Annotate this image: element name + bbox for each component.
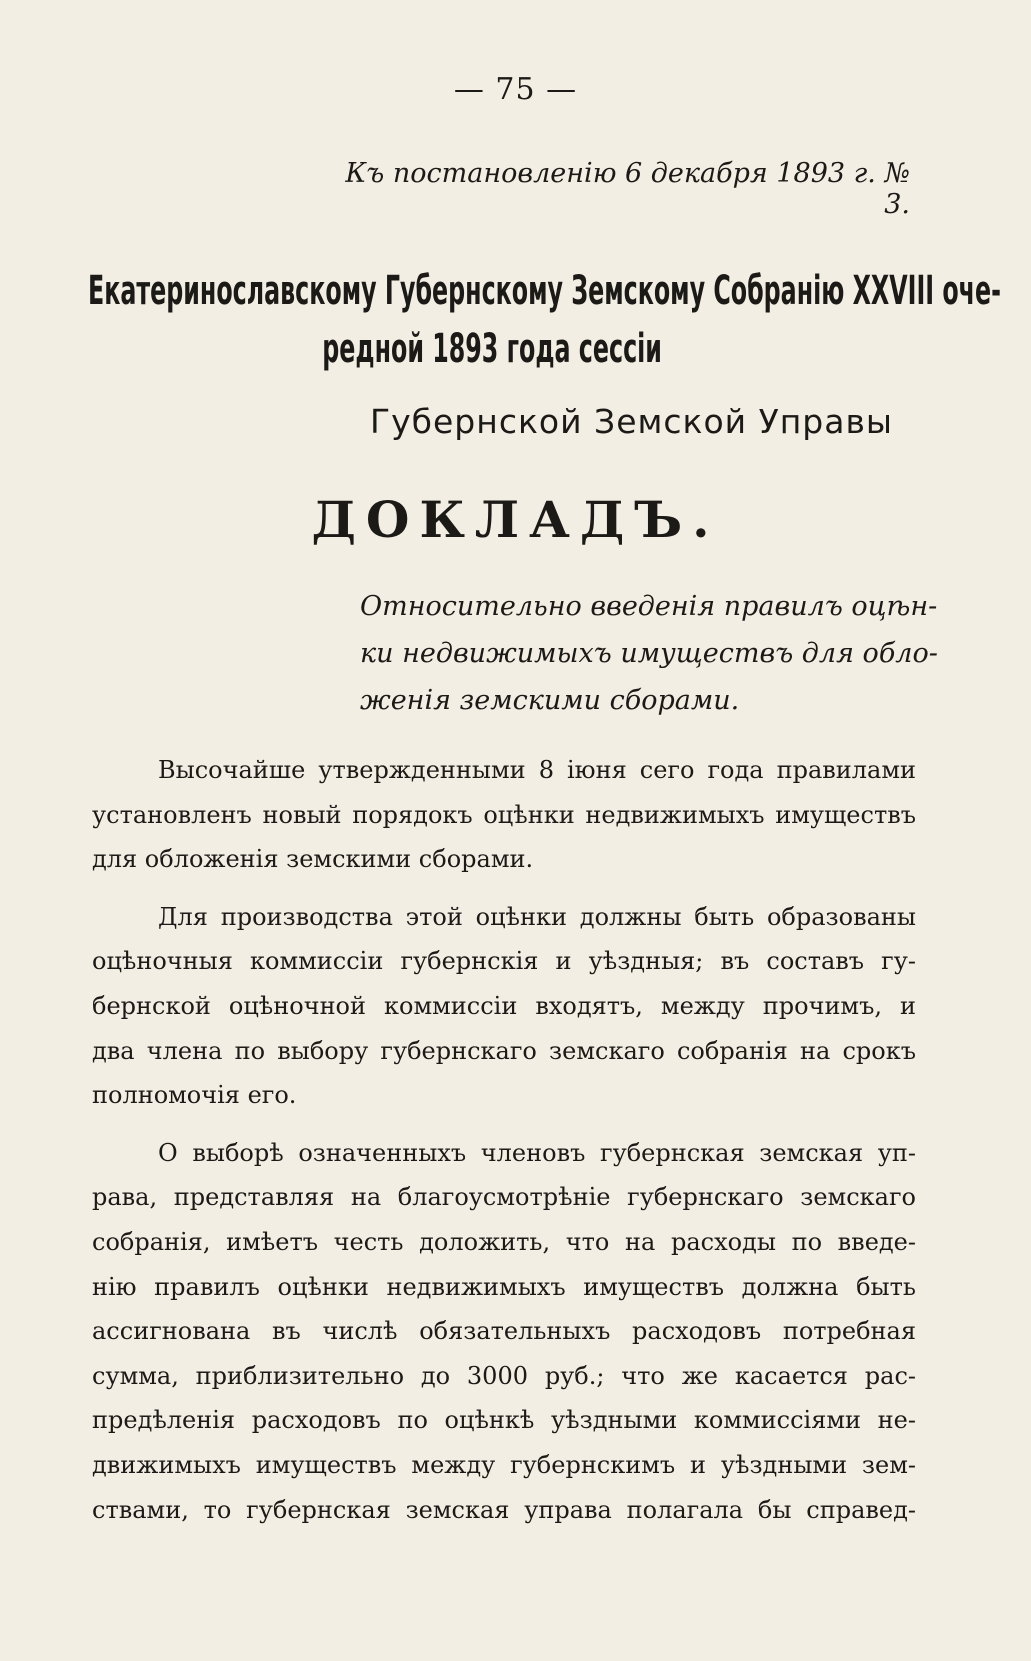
text-line: установленъ новый порядокъ оцѣнки недвижимыхъ имуществъ [92,800,916,829]
text-line: рава, представляя на благоусмотрѣніе губернскаго земскаго [92,1183,916,1212]
text-line: сумма, приблизительно до 3000 руб.; что же касается рас- [92,1361,916,1390]
issuing-authority: Губернской Земской Управы [370,402,893,441]
text-line: движимыхъ имуществъ между губернскимъ и уѣздными зем- [92,1450,916,1479]
subject-line: Относительно введенія правилъ оцѣн- [360,591,938,622]
text-line: два члена по выбору губернскаго земскаго собранія на срокъ [92,1036,916,1065]
body-text [92,748,916,1545]
text-line: собранія, имѣетъ честь доложить, что на расходы по введе- [92,1227,916,1256]
text-line: Для производства этой оцѣнки должны быть образованы [158,902,916,931]
resolution-reference: Къ постановленію 6 декабря 1893 г. № 3. [345,158,910,220]
paragraph-3 [92,1131,916,1532]
title-line-1: Екатеринославскому Губернскому Земскому Собранію XXVIII оче- [88,268,1001,314]
text-line: ассигнована въ числѣ обязательныхъ расходовъ потребная [92,1317,916,1346]
document-type-heading: ДОКЛАДЪ. [311,490,720,549]
text-line: предѣленія расходовъ по оцѣнкѣ уѣздными коммиссіями не- [92,1406,916,1435]
page-number: — 75 — [453,72,578,107]
text-line: для обложенія земскими сборами. [92,845,534,874]
paragraph-2 [92,895,916,1118]
title-line-2: редной 1893 года сессіи [322,326,662,372]
document-title [88,262,1001,378]
text-line: нію правилъ оцѣнки недвижимыхъ имуществъ должна быть [92,1272,916,1301]
text-line: Высочайше утвержденными 8 іюня сего года правилами [158,756,916,784]
subject-line: ки недвижимыхъ имуществъ для обло- [360,638,938,669]
text-line: полномочія его. [92,1081,297,1110]
text-line: О выборѣ означенныхъ членовъ губернская земская уп- [158,1138,916,1167]
text-line: оцѣночныя коммиссіи губернскія и уѣздныя; въ составъ гу- [92,947,916,976]
subject-line: женія земскими сборами. [360,685,740,716]
text-line: ствами, то губернская земская управа полагала бы справед- [92,1495,916,1524]
paragraph-1 [92,748,916,882]
text-line: бернской оцѣночной коммиссіи входятъ, между прочимъ, и [92,991,916,1020]
subject-block [360,583,938,724]
